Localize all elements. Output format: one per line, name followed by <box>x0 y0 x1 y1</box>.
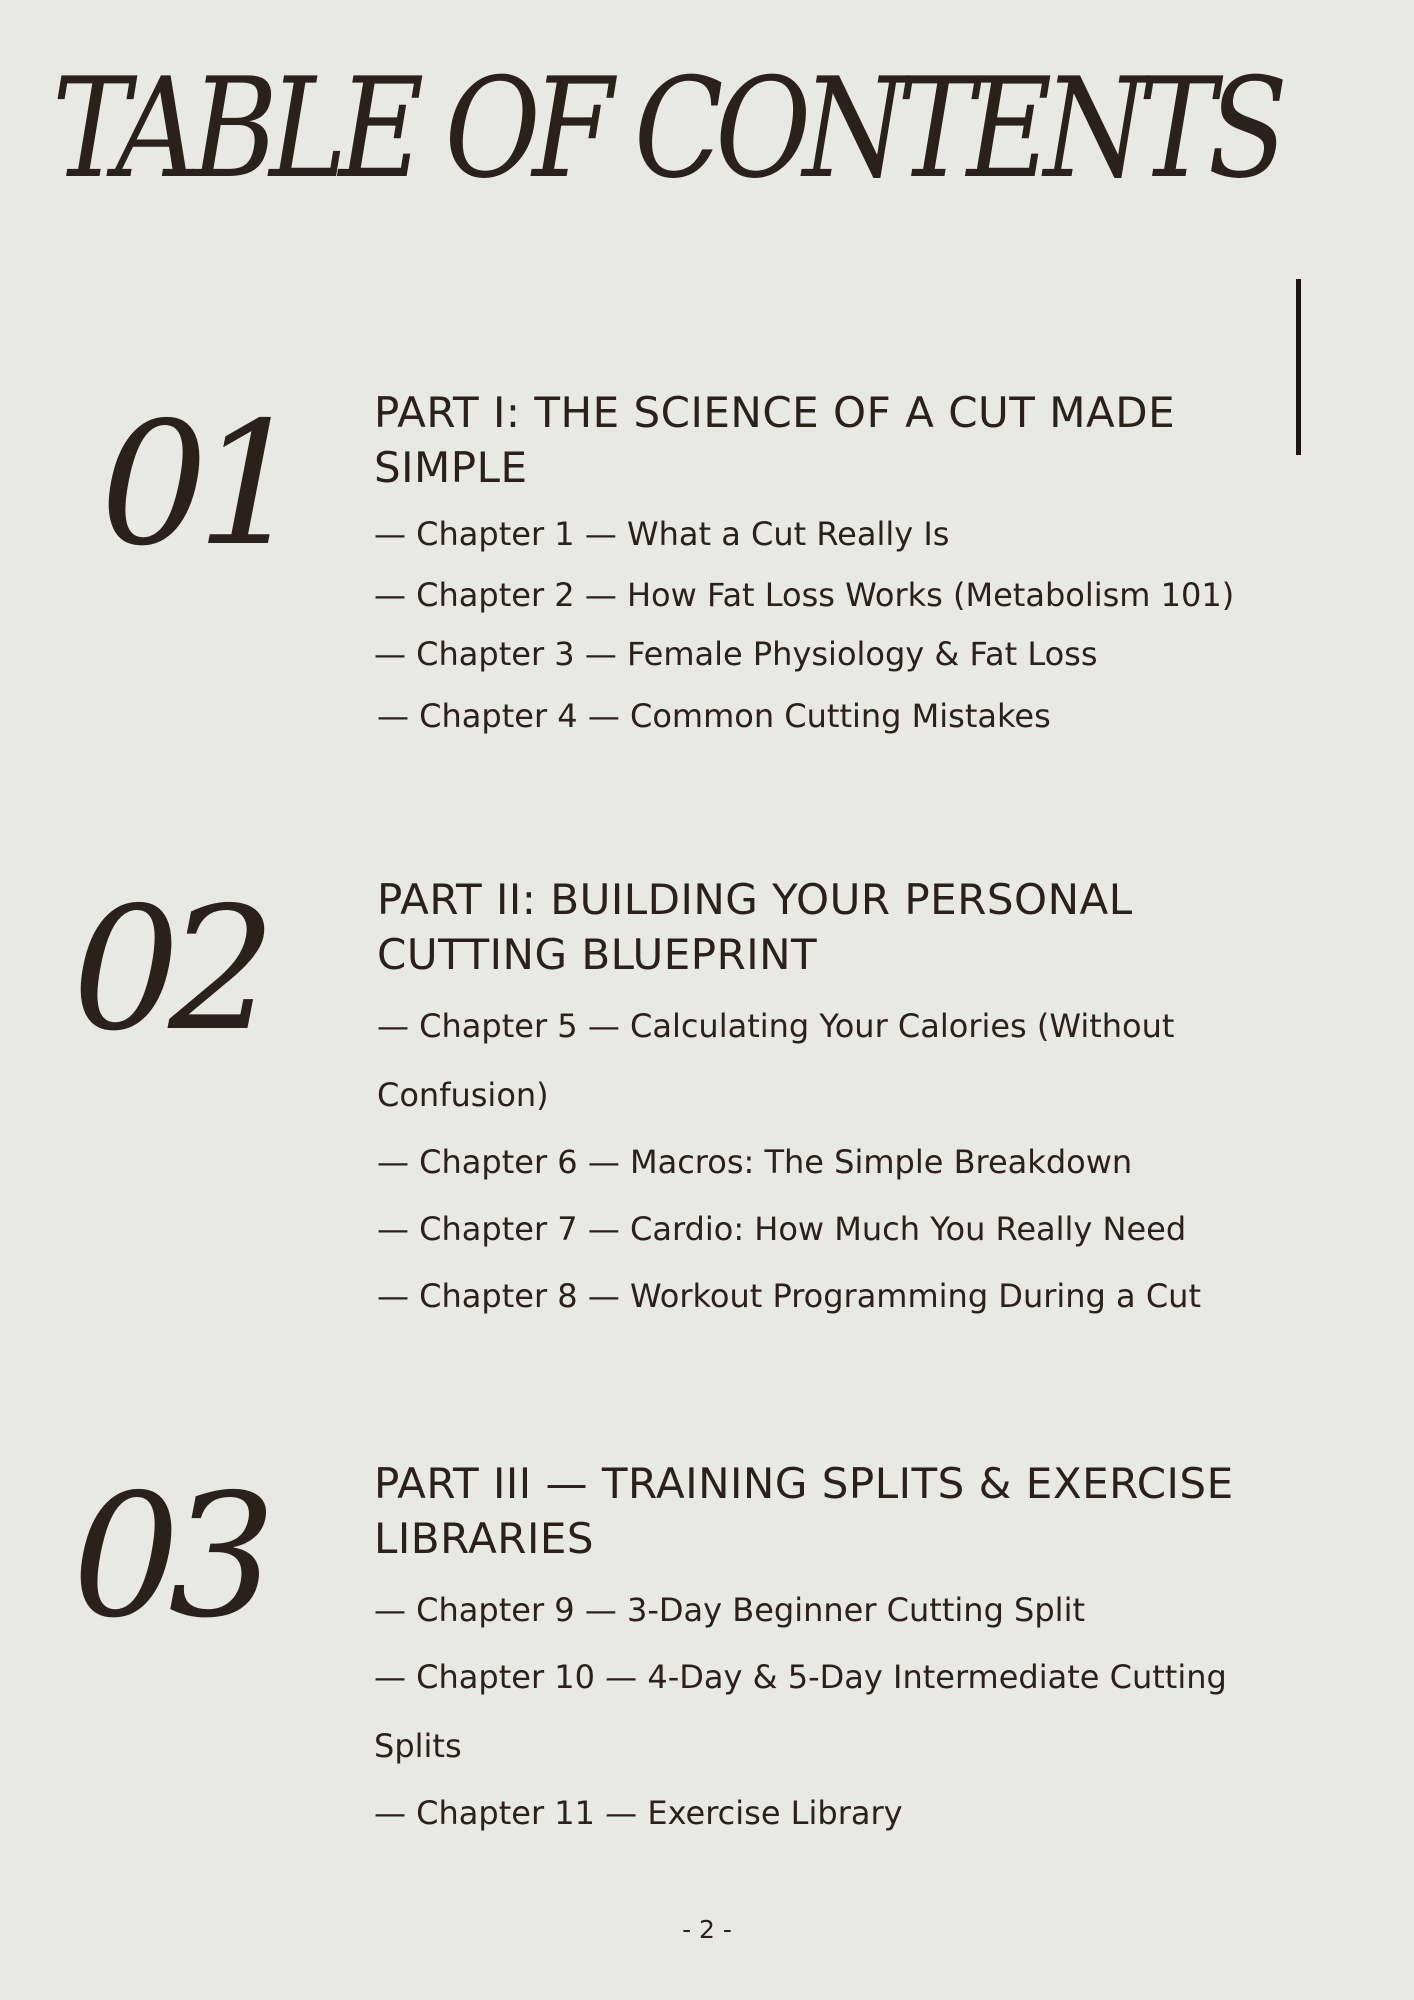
chapter-entry[interactable]: — Chapter 5 — Calculating Your Calories (Without <box>377 1007 1175 1045</box>
part-heading-line: SIMPLE <box>374 443 528 492</box>
chapter-entry[interactable]: — Chapter 9 — 3-Day Beginner Cutting Split <box>374 1591 1085 1629</box>
part-heading-line: PART II: BUILDING YOUR PERSONAL <box>377 875 1133 924</box>
part-heading-line: CUTTING BLUEPRINT <box>377 930 818 979</box>
chapter-entry[interactable]: — Chapter 6 — Macros: The Simple Breakdown <box>377 1143 1133 1181</box>
chapter-entry[interactable]: — Chapter 7 — Cardio: How Much You Really Need <box>377 1210 1187 1248</box>
chapter-entry[interactable]: — Chapter 10 — 4-Day & 5-Day Intermediate Cutting <box>374 1658 1227 1696</box>
chapter-entry[interactable]: — Chapter 1 — What a Cut Really Is <box>374 515 950 553</box>
part-heading-line: PART I: THE SCIENCE OF A CUT MADE <box>374 388 1176 437</box>
part-heading <box>374 1456 1234 1566</box>
chapter-entry[interactable]: — Chapter 11 — Exercise Library <box>374 1794 903 1832</box>
page-number: - 2 - <box>682 1915 732 1944</box>
part-heading <box>374 385 1175 495</box>
part-heading-line: LIBRARIES <box>374 1514 595 1563</box>
page-title: TABLE OF CONTENTS <box>52 48 1280 209</box>
part-heading <box>377 872 1133 982</box>
vertical-divider <box>1296 279 1301 455</box>
chapter-entry[interactable]: — Chapter 4 — Common Cutting Mistakes <box>377 697 1051 735</box>
part-heading-line: PART III — TRAINING SPLITS & EXERCISE <box>374 1459 1234 1508</box>
chapter-entry-continued[interactable]: Splits <box>374 1727 462 1765</box>
part-number: 01 <box>100 386 293 584</box>
part-number: 02 <box>72 871 265 1069</box>
part-number: 03 <box>72 1458 265 1656</box>
chapter-entry-continued[interactable]: Confusion) <box>377 1076 549 1114</box>
chapter-entry[interactable]: — Chapter 2 — How Fat Loss Works (Metabolism 101) <box>374 576 1235 614</box>
chapter-entry[interactable]: — Chapter 8 — Workout Programming During a Cut <box>377 1277 1201 1315</box>
chapter-entry[interactable]: — Chapter 3 — Female Physiology & Fat Loss <box>374 635 1098 673</box>
